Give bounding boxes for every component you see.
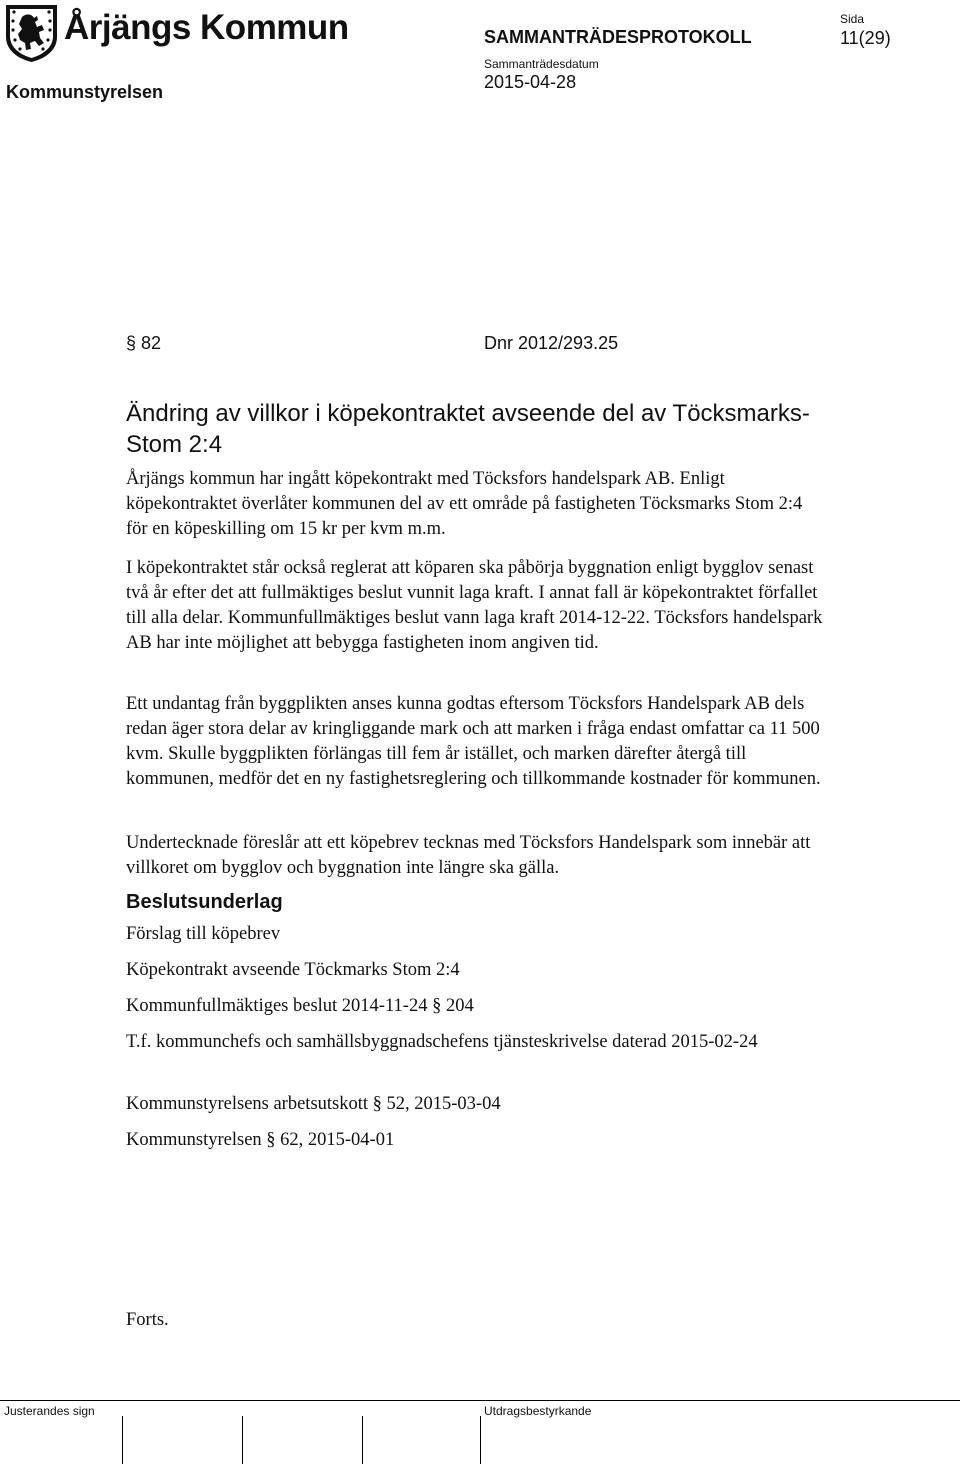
body-paragraph: Ett undantag från byggplikten anses kunna godtas eftersom Töcksfors Handelspark AB dels redan äger stora delar av kringliggande mark och att marken i fråga endast omfattar ca 11 500 kvm. Skulle byggplikten förlängas till fem år istället, och marken därefter återgå till kommunen, medför det en ny fastighetsreglering och tillkommande kostnader för kommunen.	[126, 694, 821, 789]
signature-divider	[242, 1416, 243, 1464]
page-number: 11(29)	[840, 28, 891, 48]
adjuster-sign-label: Justerandes sign	[4, 1404, 95, 1418]
organization: Kommunstyrelsen	[6, 82, 164, 102]
continued-note: Forts.	[126, 1310, 169, 1330]
basis-document: Köpekontrakt avseende Töckmarks Stom 2:4	[126, 960, 460, 980]
meeting-date-label: Sammanträdesdatum	[484, 57, 599, 71]
extract-certification-label: Utdragsbestyrkande	[484, 1404, 592, 1418]
document-type: SAMMANTRÄDESPROTOKOLL	[484, 27, 752, 47]
body-paragraph: Undertecknade föreslår att ett köpebrev tecknas med Töcksfors Handelspark som innebär att villkoret om bygglov och byggnation inte längre ska gälla.	[126, 833, 811, 878]
footer-rule	[0, 1400, 960, 1401]
page-label: Sida	[840, 12, 865, 26]
decision-basis-heading: Beslutsunderlag	[126, 891, 283, 913]
basis-document: T.f. kommunchefs och samhällsbyggnadschefens tjänsteskrivelse daterad 2015-02-24	[126, 1032, 758, 1052]
basis-document: Kommunstyrelsen § 62, 2015-04-01	[126, 1130, 395, 1150]
diary-number: Dnr 2012/293.25	[484, 333, 619, 353]
coat-of-arms-logo	[4, 3, 59, 63]
basis-document: Förslag till köpebrev	[126, 924, 281, 944]
paragraph-number: 82	[141, 333, 162, 353]
basis-document: Kommunfullmäktiges beslut 2014-11-24 § 204	[126, 996, 474, 1016]
paragraph-sign: §	[126, 333, 137, 353]
meeting-date: 2015-04-28	[484, 72, 577, 92]
body-paragraph: I köpekontraktet står också reglerat att köparen ska påbörja byggnation enligt bygglov senast två år efter det att fullmäktiges beslut vunnit laga kraft. I annat fall är köpekontraktet förfallet till alla delar. Kommunfullmäktiges beslut vann laga kraft 2014-12-22. Töcksfors handelspark AB har inte möjlighet att bebygga fastigheten inom angiven tid.	[126, 558, 823, 653]
signature-divider	[480, 1416, 481, 1464]
basis-document: Kommunstyrelsens arbetsutskott § 52, 2015-03-04	[126, 1094, 501, 1114]
signature-divider	[362, 1416, 363, 1464]
item-title: Ändring av villkor i köpekontraktet avseende del av Töcksmarks- Stom 2:4	[126, 400, 810, 458]
brand-name: Årjängs Kommun	[64, 8, 349, 47]
body-paragraph: Årjängs kommun har ingått köpekontrakt med Töcksfors handelspark AB. Enligt köpekontraktet överlåter kommunen del av ett område på fastigheten Töcksmarks Stom 2:4 för en köpeskilling om 15 kr per kvm m.m.	[126, 469, 803, 539]
signature-divider	[122, 1416, 123, 1464]
